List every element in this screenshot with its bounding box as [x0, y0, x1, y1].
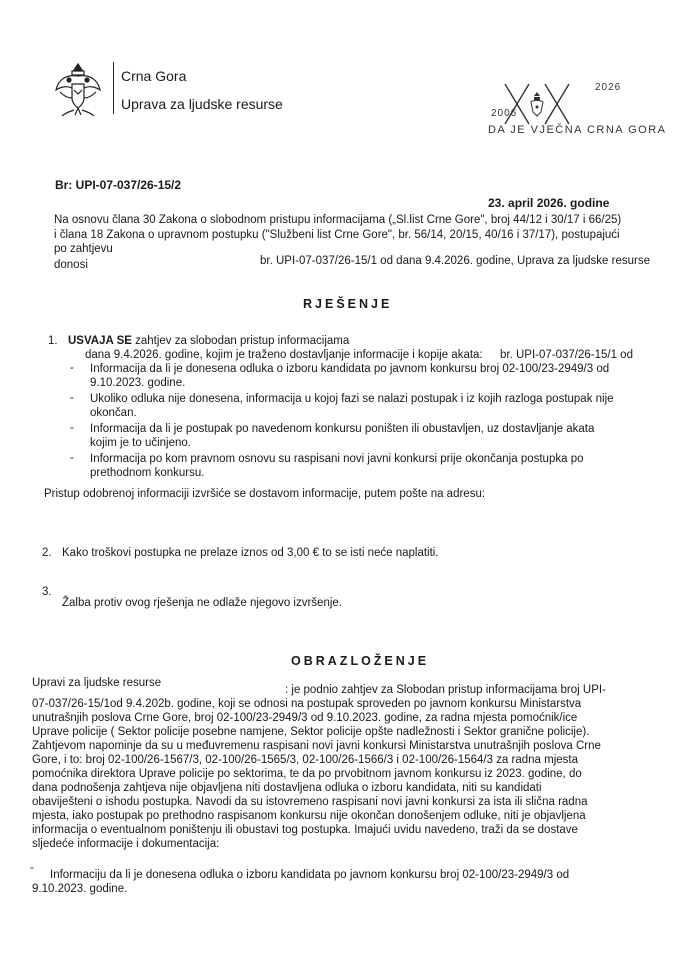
- country-name: Crna Gora: [121, 68, 187, 84]
- item-number: 1.: [48, 335, 58, 347]
- bullet-line: Informacija da li je postupak po navedenom konkursu poništen ili obustavljen, uz dostavljanje akata: [90, 423, 595, 435]
- item1-line2: dana 9.4.2026. godine, kojim je traženo dostavljanje informacije i kopije akata:: [85, 349, 483, 361]
- reasoning-line: unutrašnjih poslova Crne Gore, broj 02-100/23-2949/3 od 9.10.2023. godine, za radna mjesta pomoćnik/ice: [32, 712, 578, 724]
- item2-text: Kako troškovi postupka ne prelaze iznos od 3,00 € to se isti neće naplatiti.: [62, 547, 439, 559]
- reasoning-line: sljedeće informacije i dokumentacija:: [32, 838, 220, 850]
- item1-line1: zahtjev za slobodan pristup informacijama: [131, 335, 350, 347]
- reasoning-line: : je podnio zahtjev za Slobodan pristup informacijama broj UPI-: [285, 684, 606, 696]
- item-number: 2.: [42, 547, 52, 559]
- decision-title: RJEŠENJE: [303, 297, 393, 311]
- reasoning-line: Gore, i to: broj 02-100/26-1567/3, 02-100/26-1565/3, 02-100/26-1566/3 i 02-100/26-1564/3 za radna mjesta: [32, 754, 578, 766]
- access-text: Pristup odobrenoj informaciji izvršiće se dostavom informacije, putem pošte na adresu:: [44, 488, 486, 500]
- item3-text: Žalba protiv ovog rješenja ne odlaže njegovo izvršenje.: [62, 597, 342, 609]
- bullet-line: okončan.: [90, 407, 137, 419]
- intro-line: i člana 18 Zakona o upravnom postupku ("Službeni list Crne Gore", br. 56/14, 20/15, 40/16 i 37/17), postupajući: [54, 229, 620, 241]
- bullet-line: Ukoliko odluka nije donesena, informacija u kojoj fazi se nalazi postupak i iz kojih razloga postupak nije: [90, 393, 614, 405]
- bullet-dash: -: [30, 862, 34, 874]
- reasoning-line: obaviješteni o ishodu postupka. Navodi da su istovremeno raspisani novi javni konkursi za ista ili slična radna: [32, 796, 588, 808]
- intro-line: br. UPI-07-037/26-15/1 od dana 9.4.2026. godine, Uprava za ljudske resurse: [260, 255, 650, 267]
- bullet-dash: -: [70, 392, 74, 404]
- bullet-dash: -: [70, 362, 74, 374]
- institution-name: Uprava za ljudske resurse: [121, 96, 283, 112]
- reasoning-line: pomoćnika direktora Uprave policije po sektorima, te da po prvobitnom javnom konkursu iz 2023. godine, do: [32, 768, 582, 780]
- bullet-dash: -: [70, 452, 74, 464]
- reasoning-line: Uprave policije ( Sektor policije posebne namjene, Sektor policije opšte nadležnosti i Sektor granične policije).: [32, 726, 590, 738]
- intro-line: donosi: [54, 259, 88, 271]
- coat-of-arms-logo: [50, 60, 106, 118]
- document-number: Br: UPI-07-037/26-15/2: [55, 178, 182, 192]
- bullet-line: 9.10.2023. godine.: [90, 377, 186, 389]
- item-number: 3.: [42, 586, 52, 598]
- reasoning-title: OBRAZLOŽENJE: [291, 654, 430, 668]
- anniversary-year-start: 2006: [491, 108, 518, 119]
- bullet-line: Informacija po kom pravnom osnovu su raspisani novi javni konkursi prije okončanja postupka po: [90, 453, 584, 465]
- final-bullet-line: Informaciju da li je donesena odluka o izboru kandidata po javnom konkursu broj 02-100/23-2949/3 od: [50, 869, 570, 881]
- reasoning-line: mjesta, iako postupak po prethodno raspisanom konkursu nije okončan donošenjem odluke, niti je objavljena: [32, 810, 586, 822]
- document-date: 23. april 2026. godine: [488, 196, 610, 210]
- bullet-line: prethodnom konkursu.: [90, 467, 205, 479]
- intro-line: po zahtjevu: [54, 243, 113, 255]
- bullet-line: Informacija da li je donesena odluka o izboru kandidata po javnom konkursu broj 02-100/23-2949/3 od: [90, 363, 610, 375]
- reasoning-line: Zahtjevom napominje da su u međuvremenu raspisani novi javni konkursi Ministarstva unutrašnjih poslova Crne: [32, 740, 601, 752]
- reasoning-line: Upravi za ljudske resurse: [32, 677, 162, 689]
- bullet-dash: -: [70, 422, 74, 434]
- final-bullet-line: 9.10.2023. godine.: [32, 883, 128, 895]
- reasoning-line: informacija o eventualnom poništenju ili obustavi tog postupka. Imajući uvidu navedeno, traži da se dostave: [32, 824, 578, 836]
- anniversary-year-end: 2026: [595, 82, 622, 93]
- reasoning-line: dana podnošenja zahtjeva nije objavljena niti dostavljena odluka o izboru kandidata, niti su kandidati: [32, 782, 542, 794]
- anniversary-slogan: DA JE VJEČNA CRNA GORA: [488, 124, 667, 136]
- header-divider: [113, 62, 114, 114]
- intro-line: Na osnovu člana 30 Zakona o slobodnom pristupu informacijama („Sl.list Crne Gore", broj 44/12 i 30/17 i 66/25): [54, 214, 622, 226]
- approval-lead: USVAJA SE: [68, 335, 132, 347]
- bullet-line: kojim je to učinjeno.: [90, 437, 191, 449]
- reasoning-line: 07-037/26-15/1od 9.4.202b. godine, koji se odnosi na postupak sproveden po javnom konkursu Ministarstva: [32, 698, 582, 710]
- item1-line1-right: br. UPI-07-037/26-15/1 od: [500, 349, 633, 361]
